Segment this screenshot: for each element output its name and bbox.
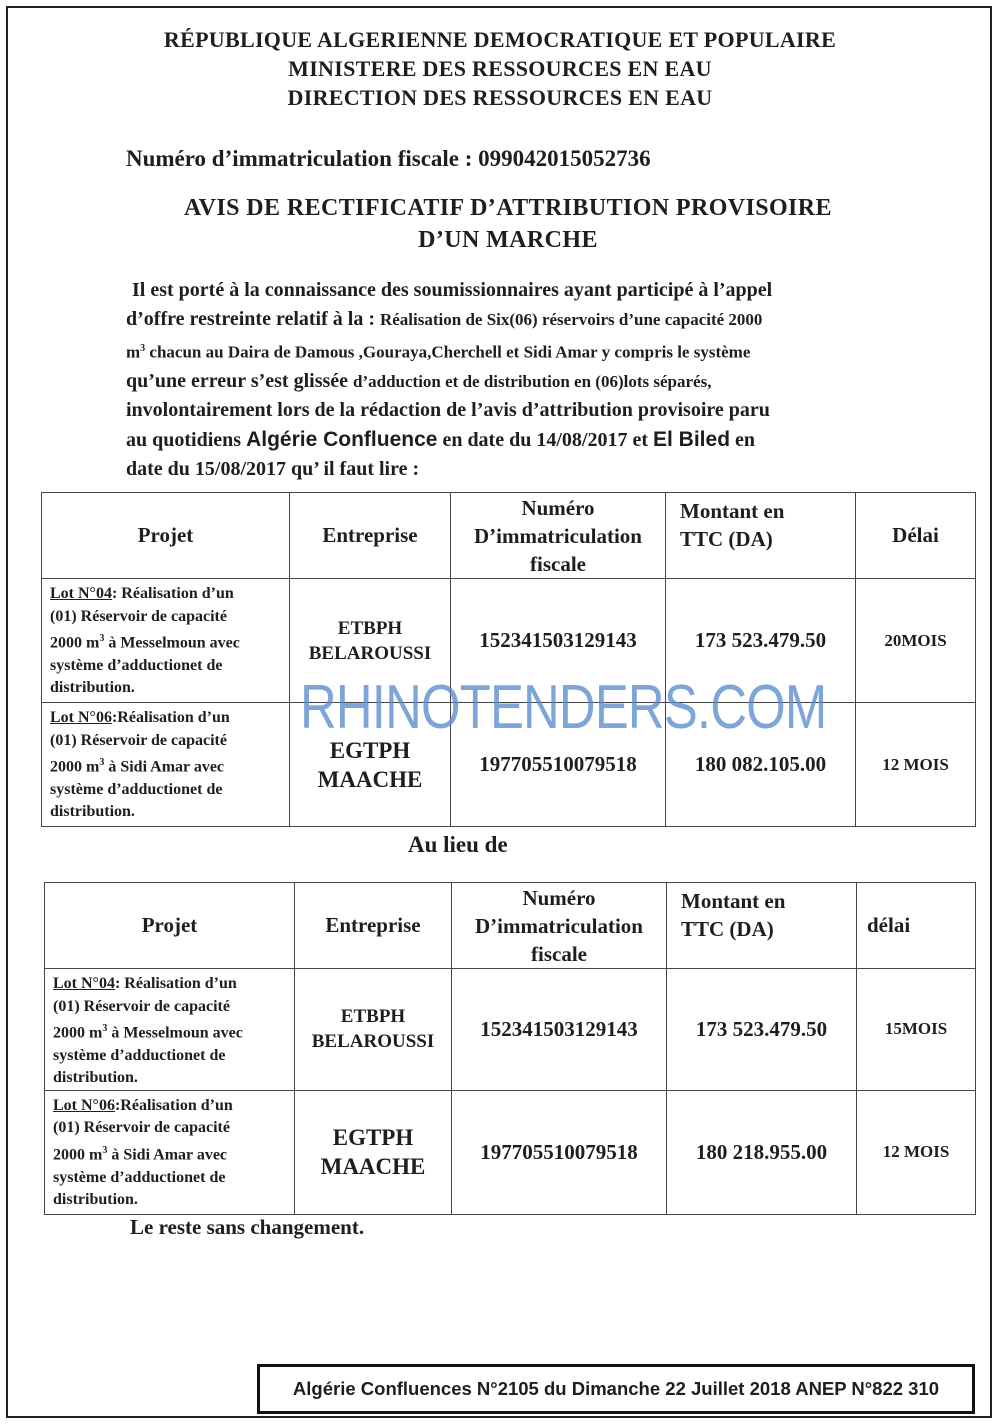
au-lieu-de-label: Au lieu de — [408, 832, 508, 857]
publication-footer: Algérie Confluences N°2105 du Dimanche 22 Juillet 2018 ANEP N°822 310 — [257, 1364, 975, 1414]
table-row — [45, 969, 976, 1091]
col-header-delai: délai — [857, 883, 976, 969]
intro-paragraph — [126, 276, 906, 484]
col-header-numero: Numéro D’immatriculation fiscale — [452, 883, 667, 969]
col-header-projet: Projet — [45, 883, 295, 969]
entreprise-cell: EGTPH MAACHE — [295, 1090, 452, 1214]
header-ministere: MINISTERE DES RESSOURCES EN EAU — [288, 56, 712, 81]
lot06-description: Lot N°06:Réalisation d’un (01) Réservoir de capacité 2000 $m^3$ à Sidi Amar avec système d’adductionet de distribution. — [42, 703, 290, 827]
intro-line6: au quotidiens Algérie Confluence en date du 14/08/2017 et El Biled en — [126, 427, 756, 451]
delai-cell: 12 MOIS — [857, 1090, 976, 1214]
delai-cell: 15MOIS — [857, 969, 976, 1091]
numero-cell: 197705510079518 — [451, 703, 666, 827]
montant-cell: 173 523.479.50 — [666, 579, 856, 703]
watermark: RHINOTENDERS.COM — [300, 673, 827, 742]
numero-cell: 197705510079518 — [452, 1090, 667, 1214]
entreprise-cell: ETBPH BELAROUSSI — [295, 969, 452, 1091]
montant-cell: 180 218.955.00 — [667, 1090, 857, 1214]
intro-line7: date du 15/08/2017 qu’ il faut lire : — [126, 457, 420, 480]
col-header-entreprise: Entreprise — [295, 883, 452, 969]
numero-cell: 152341503129143 — [451, 579, 666, 703]
intro-line4: qu’une erreur s’est glissée d’adduction et de distribution en (06)lots séparés, — [126, 369, 712, 392]
col-header-montant: Montant en TTC (DA) — [666, 493, 856, 579]
table-header-row — [42, 493, 976, 579]
delai-cell: 20MOIS — [856, 579, 976, 703]
intro-line2: d’offre restreinte relatif à la : Réalisation de Six(06) réservoirs d’une capacité 2000 — [126, 308, 763, 330]
reste-sans-changement: Le reste sans changement. — [130, 1215, 365, 1239]
intro-line5: involontairement lors de la rédaction de l’avis d’attribution provisoire paru — [126, 398, 770, 421]
notice-title-line2: D’UN MARCHE — [418, 227, 598, 253]
header-republique: RÉPUBLIQUE ALGERIENNE DEMOCRATIQUE ET POPULAIRE — [163, 27, 837, 52]
fiscal-number: Numéro d’immatriculation fiscale : 099042015052736 — [126, 146, 651, 171]
corrected-award-table — [41, 492, 976, 827]
intro-line3: $m^3$ chacun au Daira de Damous ,Gouraya,Cherchell et Sidi Amar y compris le système — [126, 342, 751, 362]
col-header-entreprise: Entreprise — [290, 493, 451, 579]
entreprise-cell: ETBPH BELAROUSSI — [290, 579, 451, 703]
intro-line1: Il est porté à la connaissance des soumissionnaires ayant participé à l’appel — [132, 279, 773, 301]
montant-cell: 180 082.105.00 — [666, 703, 856, 827]
notice-title-line1: AVIS DE RECTIFICATIF D’ATTRIBUTION PROVISOIRE — [184, 195, 832, 221]
lot04-description: Lot N°04: Réalisation d’un (01) Réservoir de capacité 2000 $m^3$ à Messelmoun avec système d’adductionet de distribution. — [42, 579, 290, 703]
lot04-description: Lot N°04: Réalisation d’un (01) Réservoir de capacité 2000 $m^3$ à Messelmoun avec système d’adductionet de distribution. — [45, 969, 295, 1091]
col-header-delai: Délai — [856, 493, 976, 579]
entreprise-cell: EGTPH MAACHE — [290, 703, 451, 827]
numero-cell: 152341503129143 — [452, 969, 667, 1091]
header-direction: DIRECTION DES RESSOURCES EN EAU — [287, 85, 713, 110]
table-header-row — [45, 883, 976, 969]
col-header-numero: Numéro D’immatriculation fiscale — [451, 493, 666, 579]
lot06-description: Lot N°06:Réalisation d’un (01) Réservoir de capacité 2000 $m^3$ à Sidi Amar avec système d’adductionet de distribution. — [45, 1090, 295, 1214]
col-header-montant: Montant en TTC (DA) — [667, 883, 857, 969]
table-row — [45, 1090, 976, 1214]
montant-cell: 173 523.479.50 — [667, 969, 857, 1091]
original-award-table — [44, 882, 976, 1215]
col-header-projet: Projet — [42, 493, 290, 579]
delai-cell: 12 MOIS — [856, 703, 976, 827]
